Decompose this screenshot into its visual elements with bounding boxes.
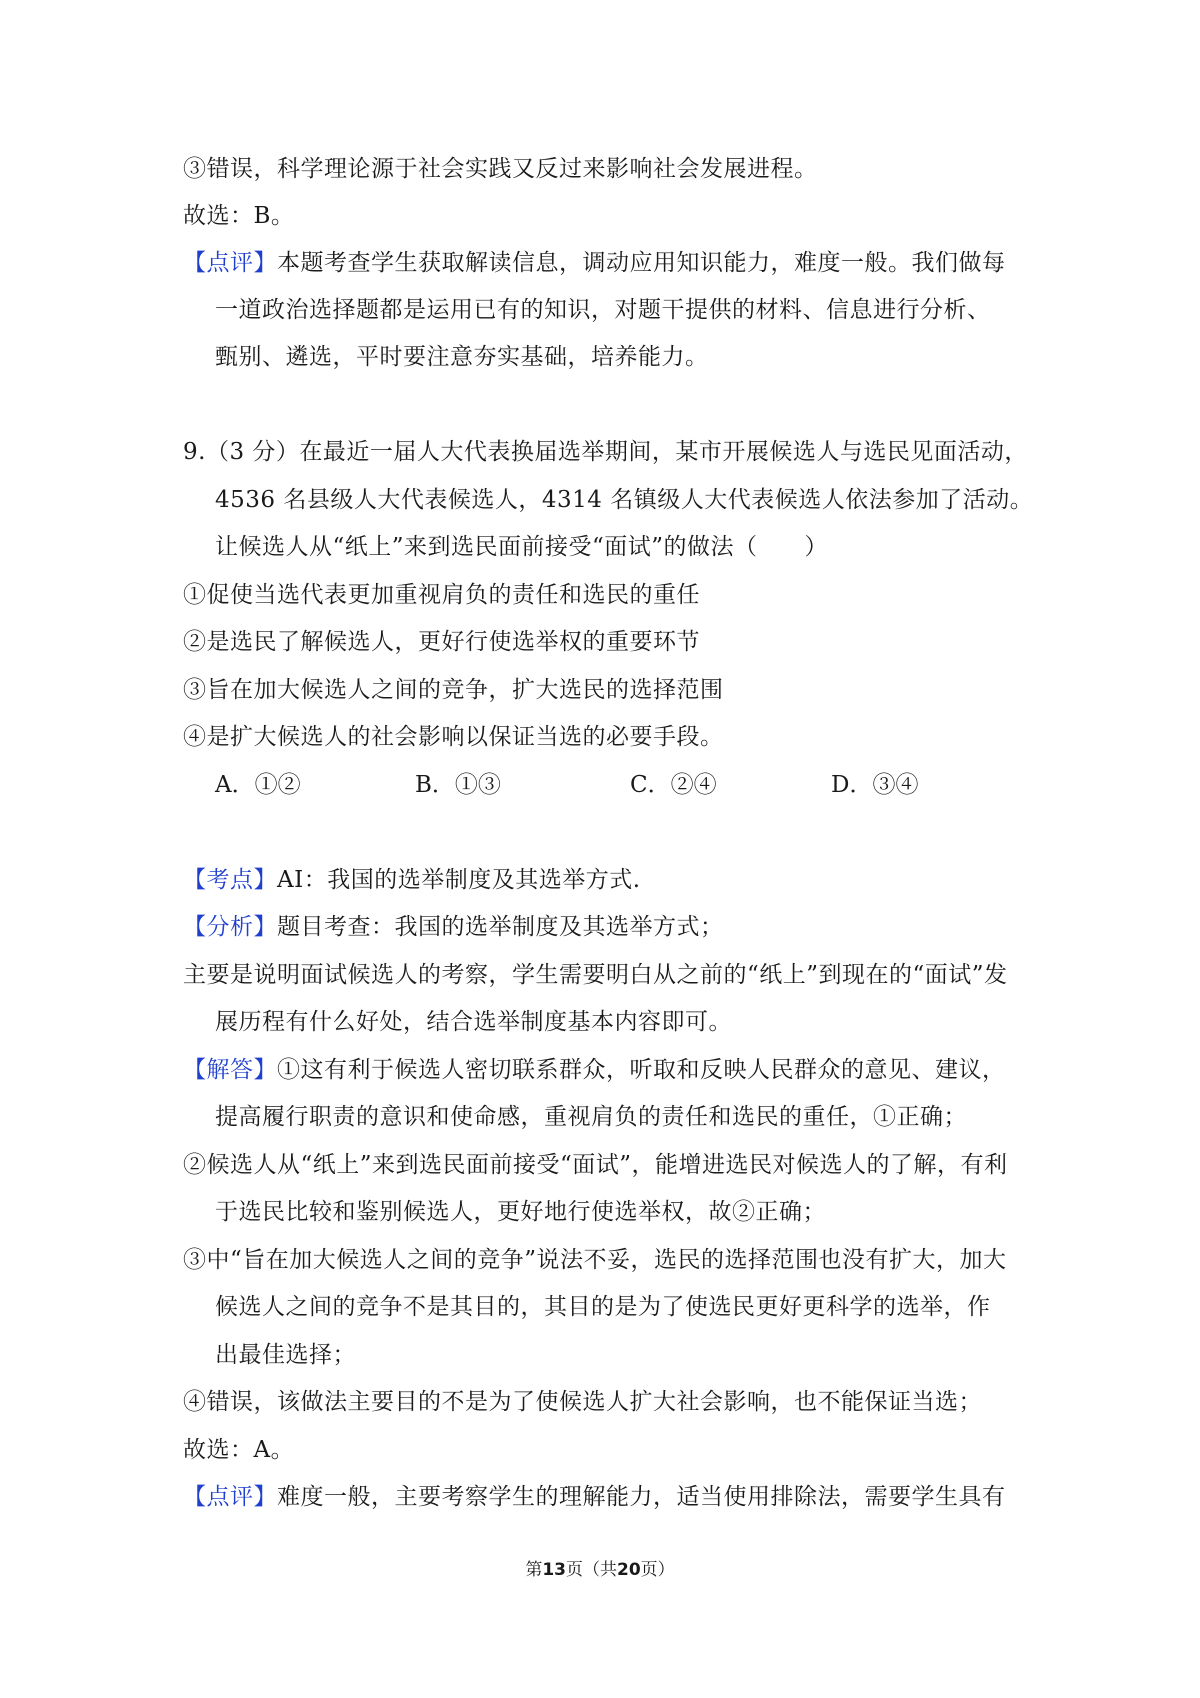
footer-suffix: 页） [640, 1560, 675, 1580]
jieda-body: 提高履行职责的意识和使命感，重视肩负的责任和选民的重任，①正确； [215, 1104, 967, 1130]
dianping-text: 难度一般，主要考察学生的理解能力，适当使用排除法，需要学生具有 [277, 1484, 1006, 1510]
jieda-tag: 【解答】 [183, 1057, 277, 1083]
fenxi-body: 主要是说明面试候选人的考察，学生需要明白从之前的“纸上”到现在的“面试”发 [183, 962, 1008, 988]
answer-line: 故选：A。 [183, 1437, 295, 1463]
footer-total-pages: 20 [617, 1560, 641, 1580]
jieda-text: ①这有利于候选人密切联系群众，听取和反映人民群众的意见、建议， [277, 1057, 1006, 1083]
jieda-body: ③中“旨在加大候选人之间的竞争”说法不妥，选民的选择范围也没有扩大，加大 [183, 1247, 1007, 1273]
fenxi-text: 题目考查：我国的选举制度及其选举方式； [277, 914, 724, 940]
footer-page-number: 13 [542, 1560, 566, 1580]
statement-1: ①促使当选代表更加重视肩负的责任和选民的重任 [183, 582, 700, 608]
footer-middle: 页（共 [566, 1560, 617, 1580]
statement-3: ③旨在加大候选人之间的竞争，扩大选民的选择范围 [183, 677, 724, 703]
statement-4: ④是扩大候选人的社会影响以保证当选的必要手段。 [183, 724, 724, 750]
option-c: C．②④ [630, 772, 717, 798]
jieda-body: ②候选人从“纸上”来到选民面前接受“面试”，能增进选民对候选人的了解，有利 [183, 1152, 1008, 1178]
prev-comment-line: 一道政治选择题都是运用已有的知识，对题干提供的材料、信息进行分析、 [215, 297, 991, 323]
jieda-line [183, 1055, 1006, 1085]
jieda-body: ④错误，该做法主要目的不是为了使候选人扩大社会影响，也不能保证当选； [183, 1389, 982, 1415]
page-footer [0, 1559, 1200, 1581]
option-a: A．①② [215, 772, 301, 798]
comment-tag: 【点评】 [183, 250, 277, 276]
kaodian-text: AI：我国的选举制度及其选举方式. [277, 867, 641, 893]
jieda-body: 候选人之间的竞争不是其目的，其目的是为了使选民更好更科学的选举，作 [215, 1294, 991, 1320]
fenxi-tag: 【分析】 [183, 914, 277, 940]
statement-2: ②是选民了解候选人，更好行使选举权的重要环节 [183, 629, 700, 655]
dianping-line [183, 1482, 1006, 1512]
question-stem-line: 4536 名县级人大代表候选人，4314 名镇级人大代表候选人依法参加了活动。 [215, 487, 1034, 513]
question-stem: 9.（3 分）在最近一届人大代表换届选举期间，某市开展候选人与选民见面活动， [183, 439, 1028, 465]
fenxi-body: 展历程有什么好处，结合选举制度基本内容即可。 [215, 1009, 732, 1035]
fenxi-line [183, 912, 724, 942]
prev-solution-line: ③错误，科学理论源于社会实践又反过来影响社会发展进程。 [183, 156, 818, 182]
jieda-body: 于选民比较和鉴别候选人，更好地行使选举权，故②正确； [215, 1199, 826, 1225]
comment-text: 本题考查学生获取解读信息，调动应用知识能力，难度一般。我们做每 [277, 250, 1006, 276]
dianping-tag: 【点评】 [183, 1484, 277, 1510]
prev-comment [183, 248, 1006, 278]
jieda-body: 出最佳选择； [215, 1342, 356, 1368]
option-d: D．③④ [831, 772, 919, 798]
kaodian-line [183, 865, 641, 895]
option-b: B．①③ [415, 772, 501, 798]
prev-answer: 故选：B。 [183, 203, 295, 229]
footer-prefix: 第 [525, 1560, 543, 1580]
prev-comment-line: 甄别、遴选，平时要注意夯实基础，培养能力。 [215, 344, 709, 370]
kaodian-tag: 【考点】 [183, 867, 277, 893]
question-stem-line: 让候选人从“纸上”来到选民面前接受“面试”的做法（ ） [215, 534, 829, 560]
